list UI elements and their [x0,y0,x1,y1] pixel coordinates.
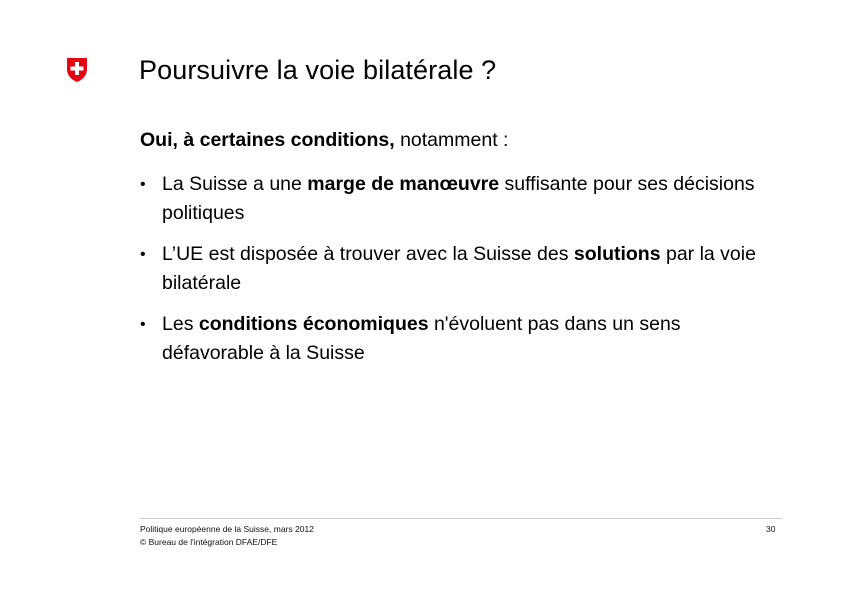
bullet-symbol: • [140,176,146,193]
bullet-symbol: • [140,246,146,263]
bullet-symbol: • [140,316,146,333]
footer-divider [139,518,782,519]
list-item [140,240,780,298]
item-text: Les [162,313,199,335]
item-text: L’UE est disposée à trouver avec la Suisse des [162,243,574,265]
item-bold: solutions [573,243,661,265]
item-bold: conditions économiques [198,313,429,335]
conditions-list [140,170,780,380]
item-text: par la voie bilatérale [162,243,756,294]
list-item [140,310,780,368]
footer [140,523,314,549]
footer-line-2: © Bureau de l'intégration DFAE/DFE [140,537,278,547]
footer-line-1: Politique européenne de la Suisse, mars 2012 [140,524,314,534]
list-item [140,170,780,228]
page-number: 30 [766,524,776,534]
item-bold: marge de manœuvre [307,173,500,195]
intro-rest: notamment : [394,129,509,151]
intro-text [140,127,508,153]
item-text: suffisante pour ses décisions politiques [162,173,755,224]
swiss-cross-icon [66,57,88,83]
item-text: La Suisse a une [162,173,308,195]
page-title: Poursuivre la voie bilatérale ? [139,55,497,85]
item-text: n'évoluent pas dans un sens défavorable à la Suisse [162,313,681,364]
intro-bold: Oui, à certaines conditions, [140,129,395,151]
